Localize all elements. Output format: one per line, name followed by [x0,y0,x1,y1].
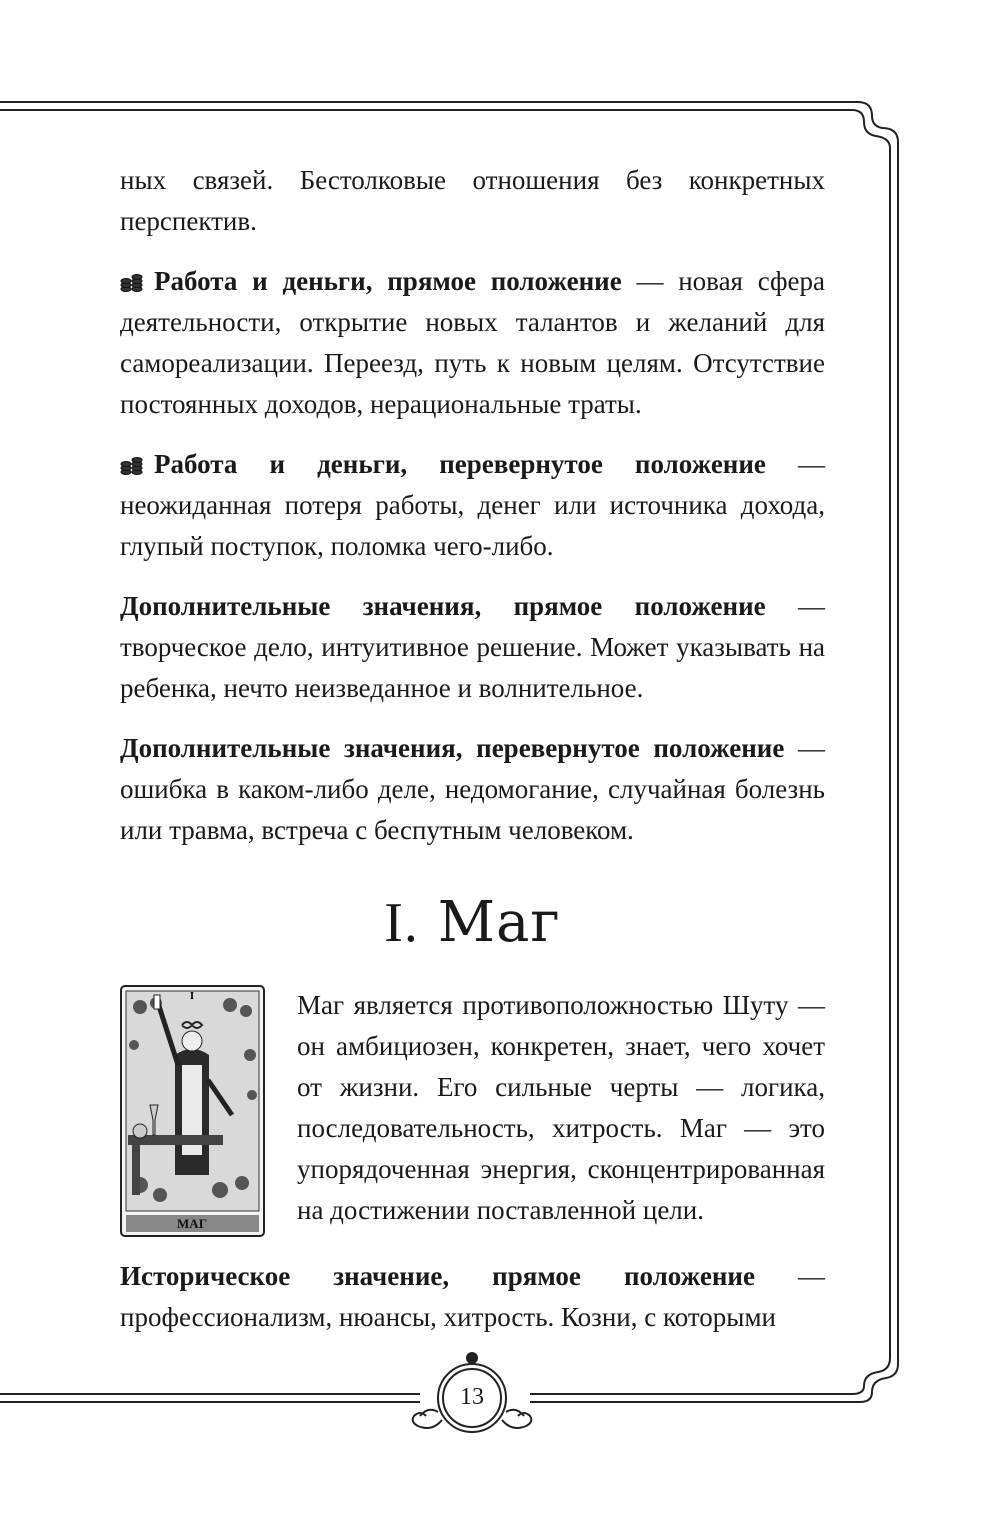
heading-extra-upright: Дополнительные значения, прямое положение [120,591,766,621]
tarot-card-magician [120,985,265,1237]
heading-work-reversed: Работа и деньги, перевернутое положение [154,449,766,479]
text-extra-upright: — творческое дело, интуитивное решение. Может указывать на ребенка, нечто неизведанное и волнительное. [120,591,825,703]
card-numeral: I [189,990,195,1002]
magician-card-illustration [120,985,265,1237]
section-title-word: Маг [437,890,561,955]
paragraph-continuation: ных связей. Бестолковые отношения без конкретных перспектив. [120,165,825,236]
heading-historical-upright: Историческое значение, прямое положение [120,1261,755,1291]
section-title-numeral: I. [384,892,419,954]
page-number: 13 [460,1384,484,1410]
heading-work-upright: Работа и деньги, прямое положение [154,266,622,296]
paragraph-work-upright [120,261,825,425]
text-work-upright: — новая сфера деятельности, открытие новых талантов и желаний для самореализации. Переезд, путь к новым целям. Отсутствие постоянных доходов, нерациональные траты. [120,266,826,419]
text-historical-upright: — профессионализм, нюансы, хитрость. Козни, с которыми [120,1261,825,1332]
magician-intro [120,985,825,1237]
paragraph-work-reversed [120,444,825,567]
text-extra-reversed: — ошибка в каком-либо деле, недомогание, случайная болезнь или травма, встреча с беспутным человеком. [120,733,825,845]
section-title [120,891,825,955]
card-caption: МАГ [177,1216,207,1231]
paragraph-extra-reversed [120,728,825,851]
coins-icon [120,454,146,476]
paragraph-extra-upright [120,586,825,709]
page-content [120,160,825,1357]
magician-intro-text: Маг является противоположностью Шуту — он амбициозен, конкретен, знает, чего хочет от жизни. Его сильные черты — логика, последовательность, хитрость. Маг — это упорядоченная энергия, сконцентрированная на достижении поставленной цели. [297,990,825,1225]
coins-icon [120,271,146,293]
heading-extra-reversed: Дополнительные значения, перевернутое положение [120,733,785,763]
text-work-reversed: — неожиданная потеря работы, денег или источника дохода, глупый поступок, поломка чего-либо. [120,449,825,561]
paragraph-historical-upright [120,1256,825,1338]
